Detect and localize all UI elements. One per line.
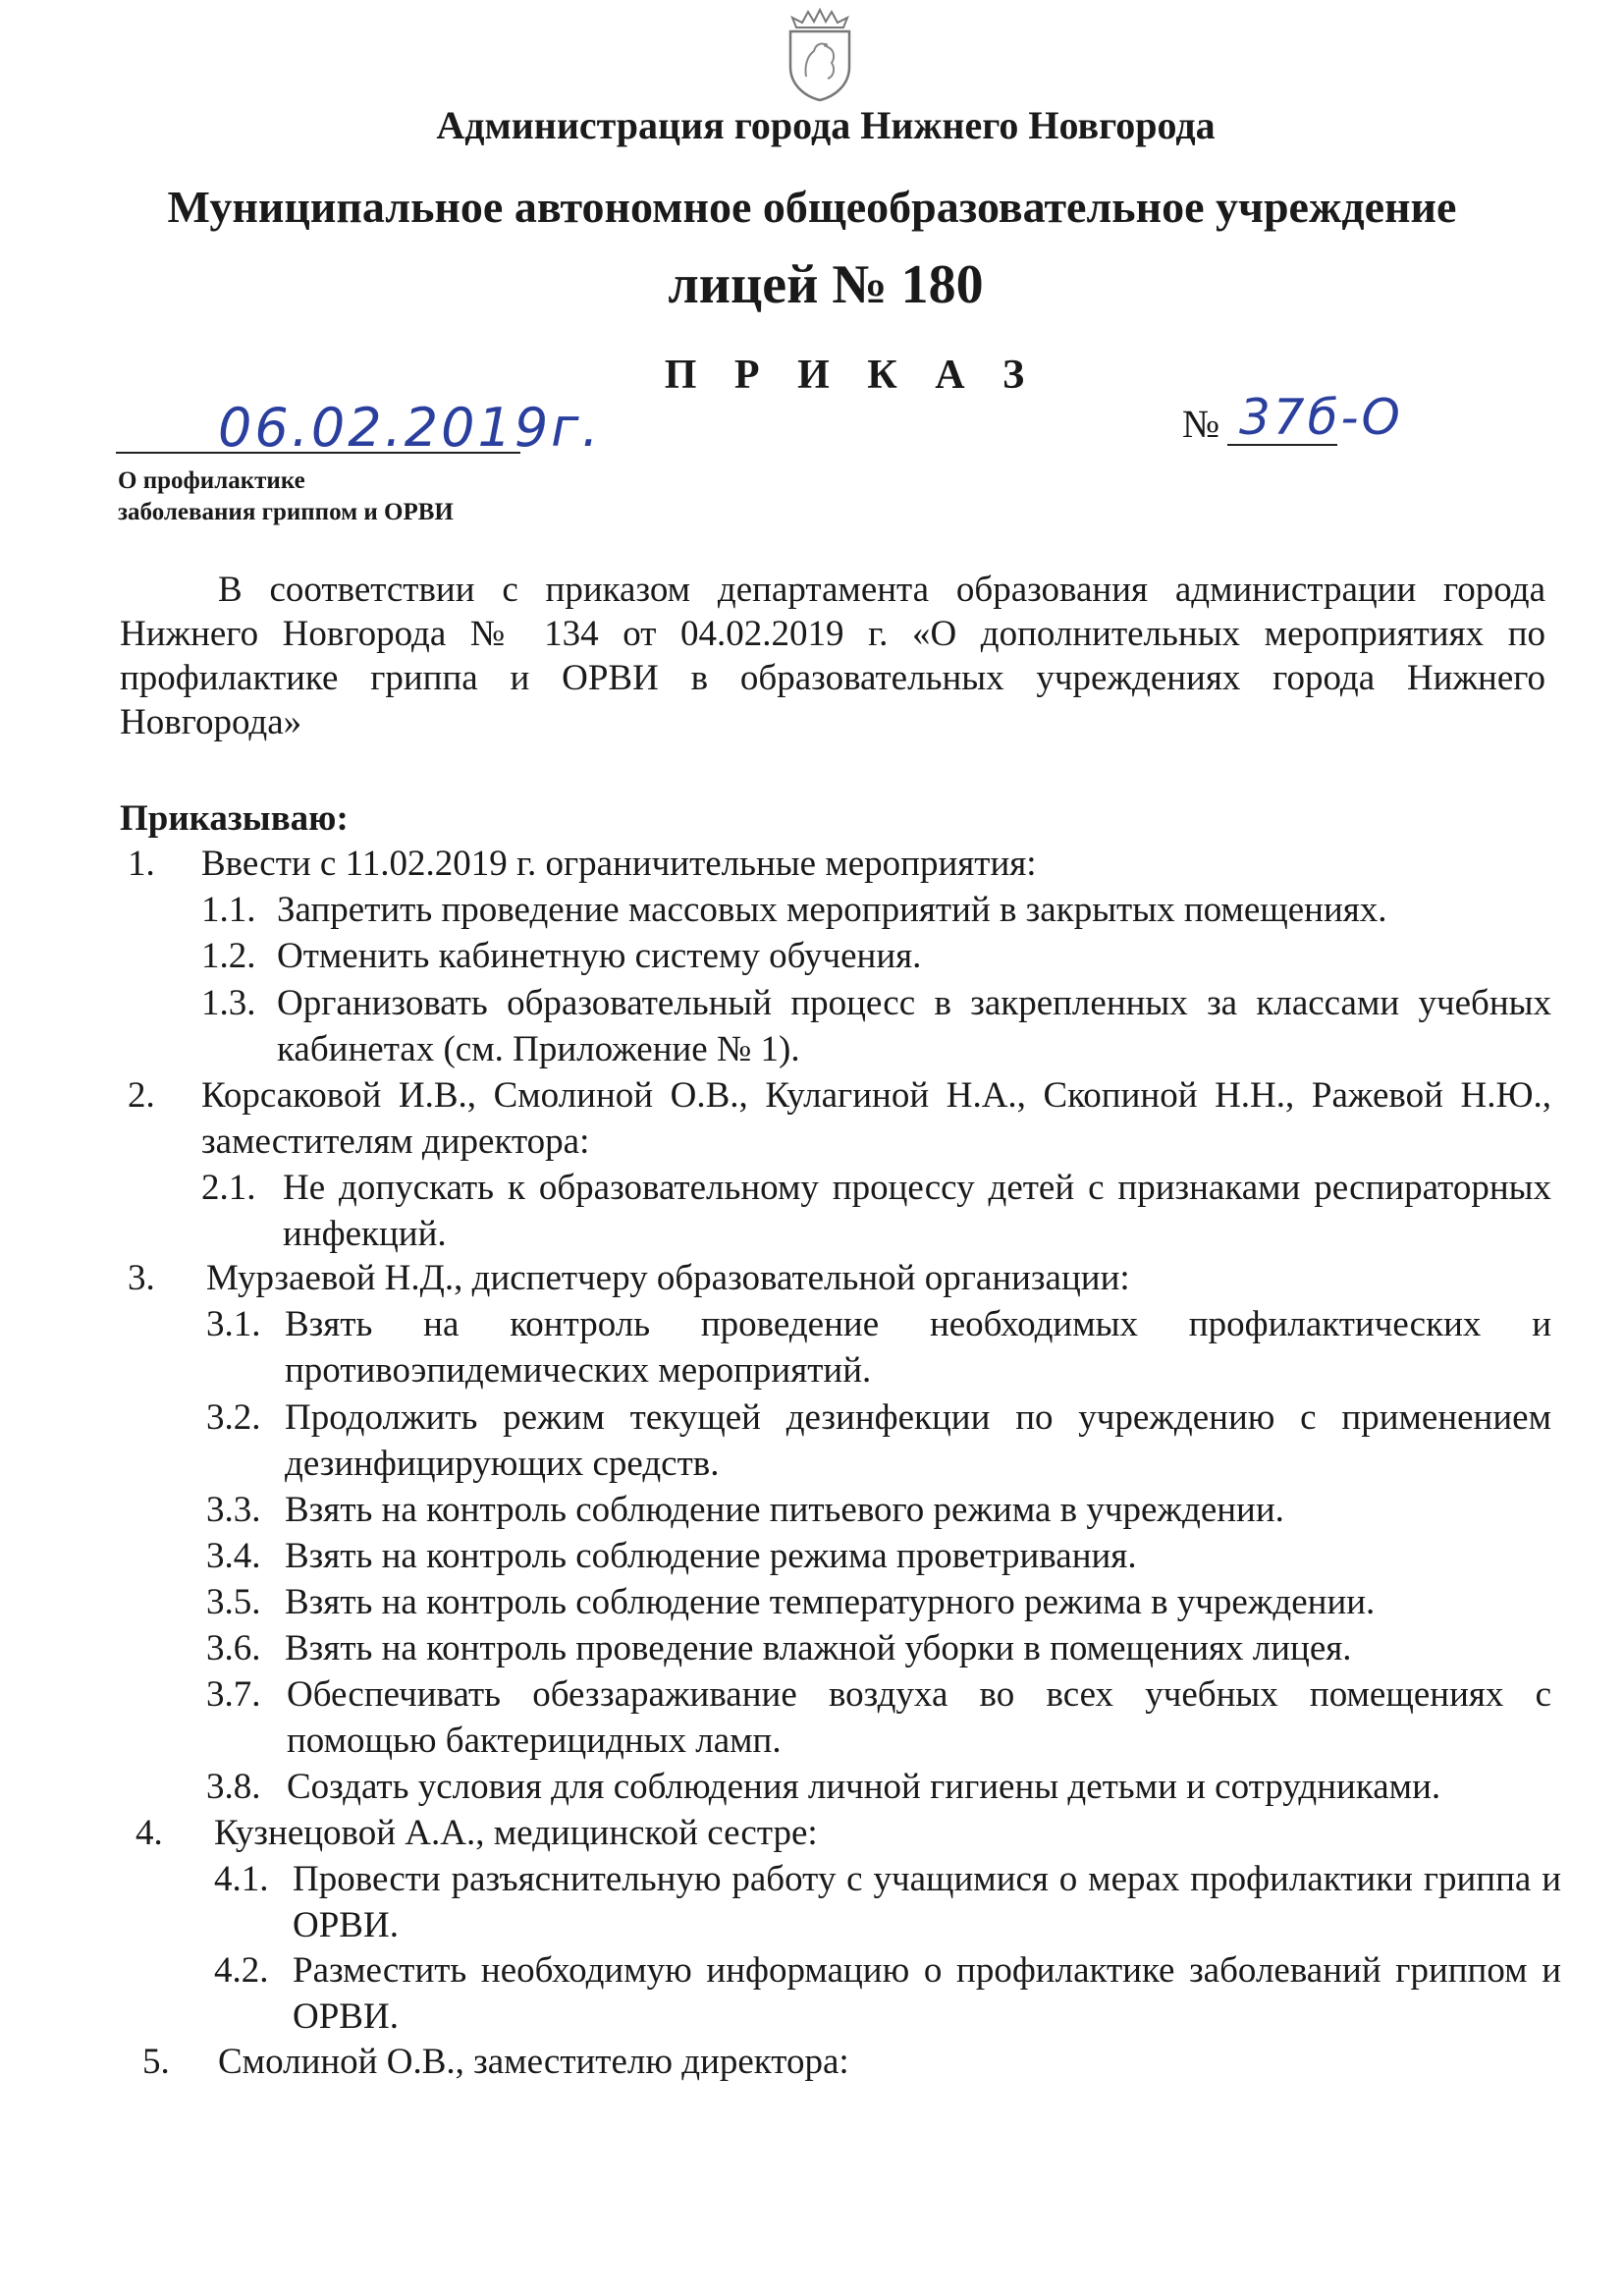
order-item xyxy=(201,980,1551,1072)
order-item-text: Продолжить режим текущей дезинфекции по учреждению с применением дезинфицирующих средств. xyxy=(285,1397,1551,1484)
order-item-text: Организовать образовательный процесс в закрепленных за классами учебных кабинетах (см. Приложение № 1). xyxy=(277,983,1551,1069)
order-item-number: 1.1. xyxy=(201,890,256,930)
order-item xyxy=(214,1947,1561,2040)
organization-school: лицей № 180 xyxy=(668,254,984,315)
order-item xyxy=(206,1394,1551,1487)
order-item-number: 2. xyxy=(128,1075,155,1116)
document-type-title: П Р И К А З xyxy=(664,353,1039,398)
administration-title: Администрация города Нижнего Новгорода xyxy=(436,103,1216,147)
order-item xyxy=(128,1072,1551,1165)
order-item xyxy=(128,1255,1551,1301)
order-item-text: Корсаковой И.В., Смолиной О.В., Кулагиной Н.А., Скопиной Н.Н., Ражевой Н.Ю., заместителям директора: xyxy=(201,1075,1551,1162)
coat-of-arms-icon xyxy=(781,6,859,102)
order-item-number: 3.8. xyxy=(206,1767,261,1807)
order-item-number: 3.1. xyxy=(206,1304,261,1344)
order-item-number: 3.7. xyxy=(206,1674,261,1715)
date-underline xyxy=(116,452,520,454)
order-item-number: 3.5. xyxy=(206,1582,261,1622)
order-item-text: Разместить необходимую информацию о профилактике заболеваний гриппом и ОРВИ. xyxy=(293,1950,1561,2037)
order-item-number: 3.2. xyxy=(206,1397,261,1438)
order-item-number: 1.3. xyxy=(201,983,256,1023)
order-item xyxy=(201,933,1551,979)
order-item-text: Провести разъяснительную работу с учащимися о мерах профилактики гриппа и ОРВИ. xyxy=(293,1859,1561,1945)
preamble-paragraph: В соответствии с приказом департамента образования администрации города Нижнего Новгорода № 134 от 04.02.2019 г. «О дополнительных мероприятиях по профилактике гриппа и ОРВИ в образовательных учреждениях города Нижнего Новгорода» xyxy=(120,570,1545,742)
subject-line: О профилактике xyxy=(118,467,305,494)
order-item-number: 3.6. xyxy=(206,1628,261,1668)
order-item-number: 4.1. xyxy=(214,1859,269,1899)
order-item xyxy=(201,1165,1551,1257)
order-item-number: 3.3. xyxy=(206,1490,261,1530)
subject-line: заболевания гриппом и ОРВИ xyxy=(118,499,454,525)
order-item-text: Смолиной О.В., заместителю директора: xyxy=(218,2042,849,2082)
order-item-text: Взять на контроль проведение необходимых профилактических и противоэпидемических мероприятий. xyxy=(285,1304,1551,1391)
order-item xyxy=(214,1856,1561,1948)
order-item xyxy=(135,1810,1561,1856)
order-item-text: Взять на контроль проведение влажной уборки в помещениях лицея. xyxy=(285,1628,1352,1668)
order-item xyxy=(206,1487,1551,1533)
order-item-number: 1.2. xyxy=(201,936,256,976)
order-number-label: № xyxy=(1182,402,1220,446)
order-item-number: 1. xyxy=(128,844,155,884)
order-item-number: 4. xyxy=(135,1813,163,1853)
order-item-text: Взять на контроль соблюдение температурного режима в учреждении. xyxy=(285,1582,1376,1622)
order-item xyxy=(206,1625,1551,1671)
order-item-text: Взять на контроль соблюдение питьевого режима в учреждении. xyxy=(285,1490,1284,1530)
order-label: Приказываю: xyxy=(120,798,349,839)
order-item xyxy=(206,1764,1551,1810)
organization-name: Муниципальное автономное общеобразовательное учреждение xyxy=(167,182,1457,232)
order-item xyxy=(128,841,1551,887)
order-item-text: Взять на контроль соблюдение режима проветривания. xyxy=(285,1536,1137,1576)
order-item-text: Ввести с 11.02.2019 г. ограничительные мероприятия: xyxy=(201,844,1037,884)
order-item-number: 5. xyxy=(142,2042,170,2082)
order-item-text: Отменить кабинетную систему обучения. xyxy=(277,936,922,976)
order-item-number: 2.1. xyxy=(201,1168,256,1208)
order-item-number: 3. xyxy=(128,1258,155,1298)
number-underline xyxy=(1227,444,1337,446)
order-item xyxy=(206,1579,1551,1625)
order-number-value: 37б-О xyxy=(1239,389,1403,446)
order-item-text: Создать условия для соблюдения личной гигиены детьми и сотрудниками. xyxy=(287,1767,1441,1807)
order-date-value: 06.02.2019г. xyxy=(218,397,602,459)
order-item-text: Мурзаевой Н.Д., диспетчеру образовательной организации: xyxy=(206,1258,1130,1298)
order-item xyxy=(206,1301,1551,1394)
order-item-text: Обеспечивать обеззараживание воздуха во всех учебных помещениях с помощью бактерицидных ламп. xyxy=(287,1674,1551,1761)
order-item-number: 3.4. xyxy=(206,1536,261,1576)
order-item xyxy=(206,1671,1551,1764)
order-item-text: Кузнецовой А.А., медицинской сестре: xyxy=(214,1813,818,1853)
order-item-text: Запретить проведение массовых мероприятий в закрытых помещениях. xyxy=(277,890,1387,930)
order-item xyxy=(206,1533,1551,1579)
order-subject xyxy=(118,465,454,528)
order-item-number: 4.2. xyxy=(214,1950,269,1991)
order-item-text: Не допускать к образовательному процессу детей с признаками респираторных инфекций. xyxy=(283,1168,1551,1254)
order-item xyxy=(201,887,1551,933)
order-item xyxy=(142,2039,1561,2085)
